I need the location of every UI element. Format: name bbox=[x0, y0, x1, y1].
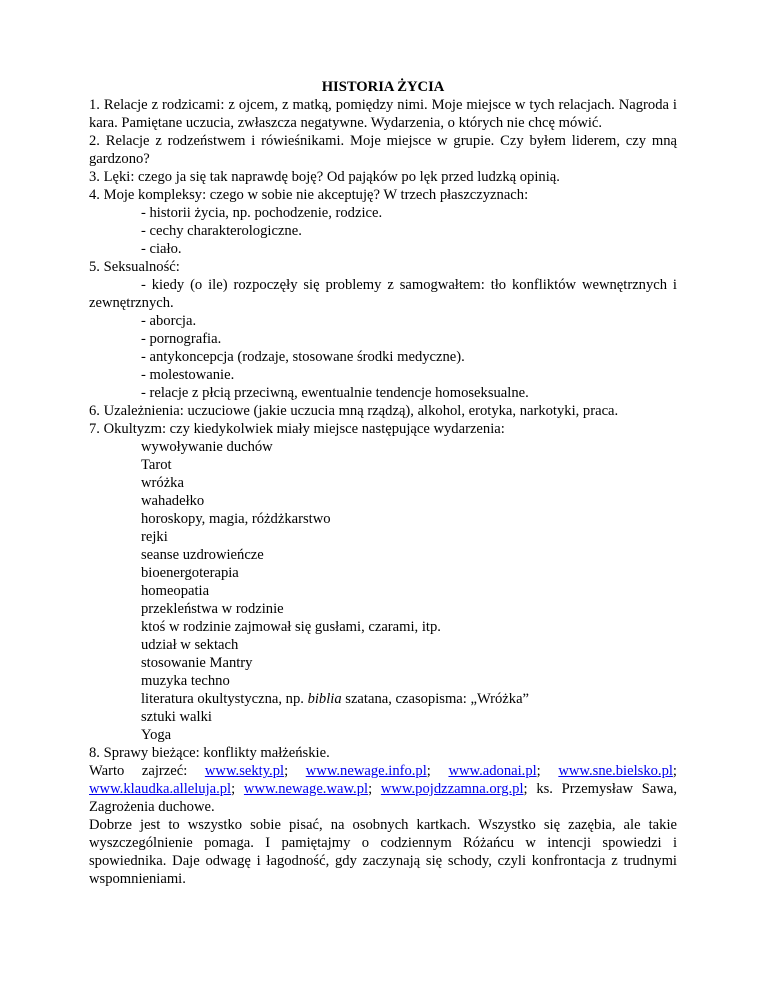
item-2: 2. Relacje z rodzeństwem i rówieśnikami. Moje miejsce w grupie. Czy byłem liderem, czy mną gardzono? bbox=[89, 133, 677, 167]
links-prefix: Warto zajrzeć: bbox=[89, 763, 205, 779]
occult-entry: Yoga bbox=[141, 727, 172, 743]
item-6: 6. Uzależnienia: uczuciowe (jakie uczucia mną rządzą), alkohol, erotyka, narkotyki, praca. bbox=[89, 403, 619, 419]
item-4: 4. Moje kompleksy: czego w sobie nie akceptuję? W trzech płaszczyznach: bbox=[89, 187, 529, 203]
document-page bbox=[89, 78, 677, 888]
item-5-sub: - relacje z płcią przeciwną, ewentualnie tendencje homoseksualne. bbox=[141, 385, 529, 401]
closing-paragraph: Dobrze jest to wszystko sobie pisać, na osobnych kartkach. Wszystko się zazębia, ale takie wyszczególnienie pomaga. I pamiętajmy o codziennym Różańcu w intencji spowiedzi i spowiednika. Daje odwagę i łagodność, gdy zaczynają się schody, czyli konfrontacja z trudnymi wspomnieniami. bbox=[89, 817, 677, 887]
item-5-sub: - pornografia. bbox=[141, 331, 222, 347]
link-sne-bielsko[interactable]: www.sne.bielsko.pl bbox=[558, 763, 673, 779]
item-5: 5. Seksualność: bbox=[89, 259, 180, 275]
item-5-sub: - aborcja. bbox=[141, 313, 197, 329]
links-suffix: ; ks. Przemysław Sawa, Zagrożenia duchowe. bbox=[89, 781, 677, 815]
occult-entry: udział w sektach bbox=[141, 637, 239, 653]
occult-entry: ktoś w rodzinie zajmował się gusłami, czarami, itp. bbox=[141, 619, 441, 635]
occult-entry: horoskopy, magia, różdżkarstwo bbox=[141, 511, 331, 527]
occult-entry: rejki bbox=[141, 529, 168, 545]
item-5-sub: - molestowanie. bbox=[141, 367, 235, 383]
item-1: 1. Relacje z rodzicami: z ojcem, z matką, pomiędzy nimi. Moje miejsce w tych relacjach. Nagroda i kara. Pamiętane uczucia, zwłaszcza negatywne. Wydarzenia, o których nie chcę mówić. bbox=[89, 97, 677, 131]
occult-entry: wróżka bbox=[141, 475, 184, 491]
occult-entry: stosowanie Mantry bbox=[141, 655, 253, 671]
occult-entry: muzyka techno bbox=[141, 673, 230, 689]
link-newage-waw[interactable]: www.newage.waw.pl bbox=[243, 781, 369, 797]
occult-entry: homeopatia bbox=[141, 583, 210, 599]
links-separator: ; bbox=[231, 781, 236, 797]
link-adonai[interactable]: www.adonai.pl bbox=[448, 763, 537, 779]
occult-literature-text: literatura okultystyczna, np. bbox=[141, 691, 308, 707]
item-7: 7. Okultyzm: czy kiedykolwiek miały miejsce następujące wydarzenia: bbox=[89, 421, 505, 437]
links-separator: ; bbox=[536, 763, 541, 779]
item-4-sub: - ciało. bbox=[141, 241, 182, 257]
occult-entry: przekleństwa w rodzinie bbox=[141, 601, 284, 617]
occult-literature-italic: biblia bbox=[307, 691, 342, 707]
occult-entry: Tarot bbox=[141, 457, 172, 473]
item-4-sub: - cechy charakterologiczne. bbox=[141, 223, 302, 239]
links-separator: ; bbox=[368, 781, 373, 797]
occult-entry: bioenergoterapia bbox=[141, 565, 239, 581]
item-5-first: - kiedy (o ile) rozpoczęły się problemy z samogwałtem: tło konfliktów wewnętrznych i zewnętrznych. bbox=[89, 277, 677, 311]
links-separator: ; bbox=[426, 763, 431, 779]
occult-entry: wahadełko bbox=[141, 493, 205, 509]
links-paragraph bbox=[89, 762, 677, 816]
occult-literature-rest: szatana, czasopisma: „Wróżka” bbox=[341, 691, 530, 707]
links-separator: ; bbox=[284, 763, 289, 779]
document-title: HISTORIA ŻYCIA bbox=[321, 79, 445, 95]
link-klaudka[interactable]: www.klaudka.alleluja.pl bbox=[89, 781, 232, 797]
item-3: 3. Lęki: czego ja się tak naprawdę boję? Od pająków po lęk przed ludzką opinią. bbox=[89, 169, 560, 185]
item-4-sub: - historii życia, np. pochodzenie, rodzice. bbox=[141, 205, 383, 221]
link-sekty[interactable]: www.sekty.pl bbox=[204, 763, 285, 779]
item-5-sub: - antykoncepcja (rodzaje, stosowane środki medyczne). bbox=[141, 349, 465, 365]
link-newage-info[interactable]: www.newage.info.pl bbox=[305, 763, 427, 779]
occult-entry: wywoływanie duchów bbox=[141, 439, 273, 455]
item-8: 8. Sprawy bieżące: konflikty małżeńskie. bbox=[89, 745, 330, 761]
occult-entry: seanse uzdrowieńcze bbox=[141, 547, 264, 563]
link-pojdzzamna[interactable]: www.pojdzzamna.org.pl bbox=[380, 781, 524, 797]
occult-entry: sztuki walki bbox=[141, 709, 212, 725]
occult-literature-entry bbox=[89, 690, 677, 708]
links-separator: ; bbox=[672, 763, 677, 779]
